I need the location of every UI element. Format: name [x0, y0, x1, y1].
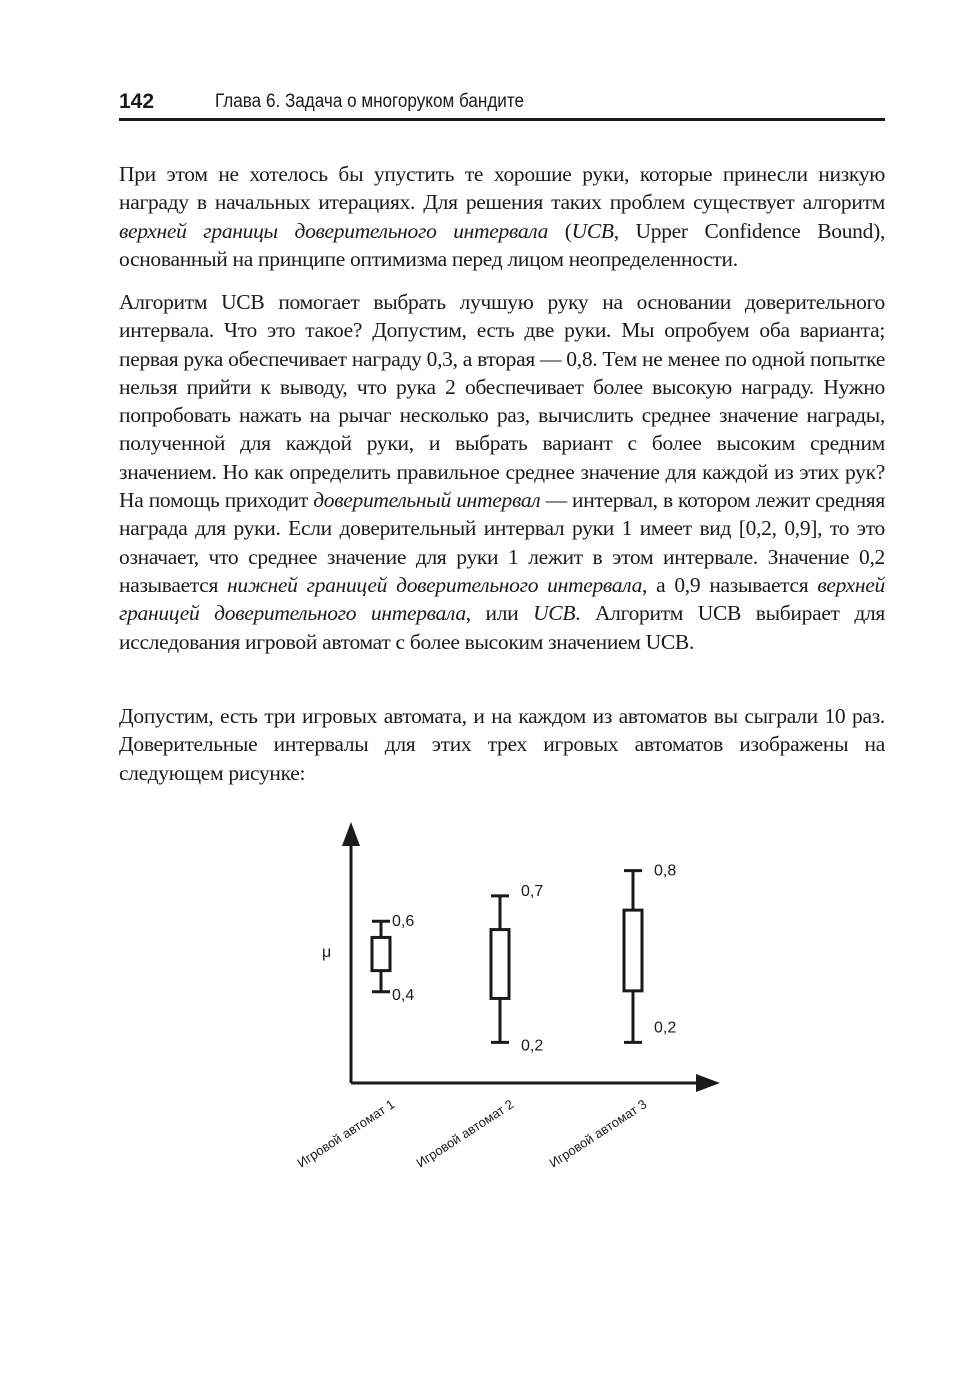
- text-run: Допустим, есть три игровых автомата, и на каждом из автоматов вы сыграли 10 раз. Доверительные интервалы для этих трех игровых автоматов изображены на следующем рисунке:: [119, 704, 885, 785]
- lower-bound-label: 0,4: [392, 986, 415, 1004]
- text-run: — интервал, в котором лежит средняя награда для руки. Если доверительный интервал руки 1 имеет вид [0,2, 0,9], то это означает, что среднее значение для руки 1 лежит в этом интервале. Значение 0,2 называется: [119, 488, 885, 597]
- upper-bound-label: 0,7: [521, 882, 544, 900]
- page-number: 142: [119, 90, 155, 113]
- italic-term: верхней границей доверительного интервала: [119, 572, 885, 626]
- italic-term: UCB: [571, 218, 614, 243]
- italic-term: верхней границы доверительного интервала: [119, 218, 549, 243]
- text-run: , Upper Confidence Bound), основанный на принципе оптимизма перед лицом неопределенности.: [119, 218, 886, 271]
- italic-term: UCB: [533, 601, 576, 626]
- x-tick-label: Игровой автомат 3: [546, 1096, 650, 1171]
- upper-bound-label: 0,8: [654, 862, 677, 880]
- interval-box: [372, 937, 390, 970]
- text-run: При этом не хотелось бы упустить те хорошие руки, которые принесли низкую награду в начальных итерациях. Для решения таких проблем существует алгоритм: [119, 162, 885, 215]
- italic-term: нижней границей доверительного интервала: [227, 572, 643, 597]
- interval-box: [491, 930, 509, 999]
- x-tick-label: Игровой автомат 1: [294, 1096, 398, 1171]
- y-axis-label: μ: [322, 944, 332, 961]
- text-run: . Алгоритм UCB выбирает для исследования игровой автомат с более высоким значением UCB.: [119, 601, 885, 654]
- italic-term: доверительный интервал: [313, 488, 541, 513]
- text-run: , или: [465, 601, 534, 626]
- upper-bound-label: 0,6: [392, 913, 415, 931]
- text-run: , а 0,9 называется: [642, 572, 818, 597]
- text-run: Алгоритм UCB помогает выбрать лучшую руку на основании доверительного интервала. Что это такое? Допустим, есть две руки. Мы опробуем оба варианта; первая рука обеспечивает награду 0,3, а вторая — 0,8. Тем не менее по одной попытке нельзя прийти к выводу, что рука 2 обеспечивает более высокую награду. Нужно попробовать нажать на рычаг несколько раз, вычислить среднее значение награды, полученной для каждой руки, и выбрать вариант с более высоким средним значением. Но как определить правильное среднее значение для каждой из этих рук? На помощь приходит: [119, 290, 885, 513]
- text-run: (: [548, 218, 572, 243]
- lower-bound-label: 0,2: [654, 1019, 677, 1037]
- interval-box: [624, 910, 642, 991]
- lower-bound-label: 0,2: [521, 1037, 544, 1055]
- chapter-title: Глава 6. Задача о многоруком бандите: [215, 91, 525, 112]
- x-tick-label: Игровой автомат 2: [413, 1096, 517, 1171]
